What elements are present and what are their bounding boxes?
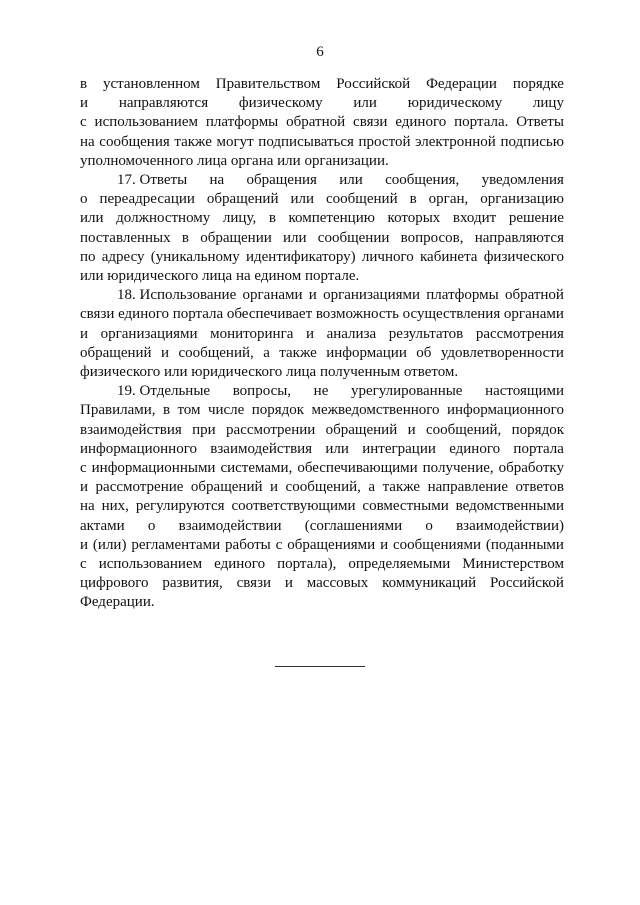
word: Правительством: [215, 76, 321, 92]
word: цифрового: [80, 575, 149, 592]
word: или: [339, 172, 363, 189]
word: уполномоченного: [80, 152, 194, 169]
word: взаимодействия: [210, 440, 313, 457]
word: личного: [361, 248, 414, 265]
word: о: [425, 517, 433, 534]
word: вопросы,: [232, 383, 292, 400]
word: Федерации.: [80, 594, 155, 611]
word: Ответы: [516, 114, 564, 131]
text-line: [80, 113, 564, 132]
word: или: [277, 152, 301, 169]
word: также: [174, 133, 212, 150]
word: портала: [513, 440, 564, 457]
word: организациями: [323, 287, 421, 304]
word: на: [80, 498, 95, 515]
word: а: [368, 479, 376, 496]
word: взаимодействия: [80, 421, 182, 438]
word: кабинета: [420, 248, 478, 265]
word: Министерством: [462, 556, 564, 573]
word: входит: [452, 210, 497, 227]
word: использованием: [98, 556, 203, 573]
word: Правилами,: [80, 402, 156, 419]
text-line: [80, 517, 564, 536]
word: возможность: [315, 306, 399, 323]
word: них,: [101, 498, 129, 515]
word: обработку: [498, 460, 564, 477]
text-line: [80, 478, 564, 497]
text-line: [80, 401, 564, 420]
word: взаимодействии: [178, 517, 282, 534]
word: направление: [427, 479, 508, 496]
word: Российской: [336, 76, 411, 92]
word: единого: [395, 114, 447, 131]
word: (соглашениями: [304, 517, 403, 534]
word: сообщений: [326, 191, 398, 208]
word: ответом.: [403, 364, 459, 381]
word: рассмотрение: [95, 479, 184, 496]
text-line: [80, 363, 564, 382]
text-line: [80, 229, 564, 248]
word: или: [283, 229, 307, 246]
word: организациями: [100, 325, 198, 342]
word: юридического: [107, 268, 199, 285]
word: и: [284, 575, 293, 592]
word: с: [275, 536, 283, 553]
word: 17. Ответы: [117, 172, 188, 189]
word: или: [353, 95, 377, 112]
word: или: [80, 210, 104, 227]
word: лица: [201, 268, 233, 285]
word: единого: [118, 306, 170, 323]
word: том: [177, 402, 201, 419]
paragraph-item-18: [80, 286, 564, 382]
word: обращения: [246, 172, 317, 189]
word: сообщениями: [393, 536, 481, 553]
word: системами,: [220, 460, 293, 477]
word: организацию: [480, 191, 564, 208]
word: электронной: [415, 133, 496, 150]
word: компетенцию: [288, 210, 375, 227]
word: на: [235, 268, 251, 285]
word: в: [409, 191, 417, 208]
word: поставленных: [80, 229, 171, 246]
word: обратной: [504, 287, 564, 304]
word: определяемыми: [348, 556, 451, 573]
word: порядок: [511, 421, 564, 438]
word: не: [313, 383, 329, 400]
word: или: [290, 191, 315, 208]
word: органа: [230, 152, 274, 169]
word: и: [305, 325, 314, 342]
word: взаимодействии): [456, 517, 564, 534]
word: актами: [80, 517, 125, 534]
word: платформы: [426, 287, 499, 304]
word: с: [80, 460, 87, 477]
word: сообщений,: [285, 479, 361, 496]
text-line: [80, 536, 564, 555]
word: коммуникаций: [382, 575, 477, 592]
word: обращении: [200, 229, 272, 246]
word: об: [416, 344, 432, 361]
word: направляются: [118, 95, 209, 112]
text-line: [80, 267, 564, 286]
word: работы: [225, 536, 271, 553]
word: анализа: [326, 325, 377, 342]
word: мониторинга: [210, 325, 294, 342]
word: вопросов,: [400, 229, 464, 246]
word: на: [80, 133, 95, 150]
word: которых: [387, 210, 441, 227]
word: лица: [285, 364, 317, 381]
word: настоящими: [485, 383, 564, 400]
word: установленном: [103, 76, 200, 92]
word: обращений: [206, 191, 279, 208]
word: Федерации: [426, 76, 497, 92]
word: также: [382, 479, 421, 496]
page-number: 6: [316, 44, 324, 60]
word: связи: [353, 114, 388, 131]
word: подписываться: [258, 133, 354, 150]
text-line: [80, 209, 564, 228]
word: на: [209, 172, 225, 189]
word: лица: [196, 152, 228, 169]
word: и: [80, 325, 89, 342]
word: уведомления: [481, 172, 564, 189]
text-line: [80, 286, 564, 305]
word: подписью: [500, 133, 564, 150]
word: физического: [483, 248, 564, 265]
word: или: [80, 268, 104, 285]
word: (уникальному: [150, 248, 240, 265]
text-line: [80, 190, 564, 209]
word: обращениями: [287, 536, 376, 553]
word: совместными: [362, 498, 449, 515]
word: о: [80, 191, 88, 208]
word: сообщения: [99, 133, 170, 150]
word: (поданными: [485, 536, 564, 553]
document-body: [80, 75, 564, 613]
word: органами: [242, 287, 303, 304]
word: могут: [216, 133, 254, 150]
word: и: [308, 287, 317, 304]
word: рассмотрения: [475, 325, 564, 342]
word: Российской: [490, 575, 564, 592]
word: в: [162, 402, 171, 419]
word: обращений: [325, 421, 398, 438]
text-line: [80, 421, 564, 440]
text-line: [80, 75, 564, 94]
text-line: [80, 133, 564, 152]
text-line: [80, 593, 564, 612]
word: органами: [503, 306, 564, 323]
text-line: [80, 459, 564, 478]
word: переадресации: [99, 191, 195, 208]
word: порядке: [512, 76, 564, 92]
word: получение,: [422, 460, 494, 477]
word: ведомственными: [455, 498, 564, 515]
word: портала),: [277, 556, 337, 573]
word: обращений: [190, 479, 263, 496]
text-line: [80, 555, 564, 574]
word: сообщении: [317, 229, 390, 246]
text-line: [80, 344, 564, 363]
word: и: [407, 421, 416, 438]
word: регламентами: [131, 536, 221, 553]
word: единого: [214, 556, 266, 573]
word: связи: [236, 575, 272, 592]
word: едином: [254, 268, 302, 285]
word: о: [147, 517, 156, 534]
word: межведомственного: [311, 402, 440, 419]
word: или: [325, 440, 349, 457]
paragraph-item-17: [80, 171, 564, 286]
word: ответов: [515, 479, 564, 496]
word: регулируются: [135, 498, 225, 515]
word: с: [80, 556, 87, 573]
word: а: [263, 344, 270, 361]
word: рассмотрении: [226, 421, 316, 438]
word: результатов: [388, 325, 464, 342]
word: 19. Отдельные: [117, 383, 211, 400]
word: информационными: [91, 460, 216, 477]
word: лицу,: [222, 210, 257, 227]
word: портале.: [304, 268, 360, 285]
word: юридическому: [407, 95, 503, 112]
word: (или): [92, 536, 127, 553]
paragraph-item-19: [80, 382, 564, 612]
word: юридического: [191, 364, 283, 381]
word: единого: [449, 440, 501, 457]
text-line: [80, 94, 564, 113]
word: физического: [80, 364, 161, 381]
word: обеспечивающими: [297, 460, 418, 477]
text-line: [80, 440, 564, 459]
word: также: [279, 344, 317, 361]
text-line: [80, 497, 564, 516]
word: сообщений,: [425, 421, 502, 438]
word: соответствующими: [231, 498, 356, 515]
word: и: [80, 479, 89, 496]
word: использованием: [94, 114, 198, 131]
text-line: [80, 248, 564, 267]
word: информации: [326, 344, 407, 361]
word: решение: [508, 210, 564, 227]
word: организации.: [304, 152, 389, 169]
word: портала: [172, 306, 224, 323]
word: лицу: [532, 95, 564, 112]
word: портала.: [454, 114, 509, 131]
text-line: [80, 574, 564, 593]
word: обеспечивает: [226, 306, 313, 323]
word: интеграции: [362, 440, 436, 457]
text-line: [80, 382, 564, 401]
word: орган,: [428, 191, 469, 208]
word: 18. Использование: [117, 287, 237, 304]
word: обращений: [80, 344, 152, 361]
word: сообщения,: [385, 172, 460, 189]
word: обратной: [286, 114, 346, 131]
word: в: [268, 210, 276, 227]
word: полученным: [319, 364, 401, 381]
text-line: [80, 171, 564, 190]
word: и: [380, 536, 389, 553]
word: и: [161, 344, 170, 361]
word: с: [80, 114, 87, 131]
word: должностному: [116, 210, 211, 227]
word: при: [192, 421, 216, 438]
word: адресу: [101, 248, 145, 265]
word: числе: [207, 402, 245, 419]
word: физическому: [238, 95, 323, 112]
word: сообщений,: [178, 344, 254, 361]
word: развития,: [162, 575, 223, 592]
text-line: [80, 325, 564, 344]
word: или: [164, 364, 188, 381]
word: простой: [358, 133, 411, 150]
end-separator-line: [275, 666, 365, 667]
word: порядок: [251, 402, 305, 419]
word: осуществления: [402, 306, 501, 323]
word: информационного: [446, 402, 564, 419]
word: в: [80, 76, 88, 92]
text-line: [80, 305, 564, 324]
paragraph-continuation: [80, 75, 564, 171]
word: информационного: [80, 440, 197, 457]
word: и: [270, 479, 279, 496]
word: платформы: [205, 114, 279, 131]
word: массовых: [306, 575, 369, 592]
word: идентификатору): [245, 248, 356, 265]
word: связи: [80, 306, 115, 323]
word: направляются: [474, 229, 564, 246]
word: и: [80, 95, 89, 112]
word: урегулированные: [350, 383, 463, 400]
word: и: [80, 536, 89, 553]
text-line: [80, 152, 564, 171]
word: в: [181, 229, 189, 246]
word: по: [80, 248, 96, 265]
word: удовлетворенности: [440, 344, 564, 361]
